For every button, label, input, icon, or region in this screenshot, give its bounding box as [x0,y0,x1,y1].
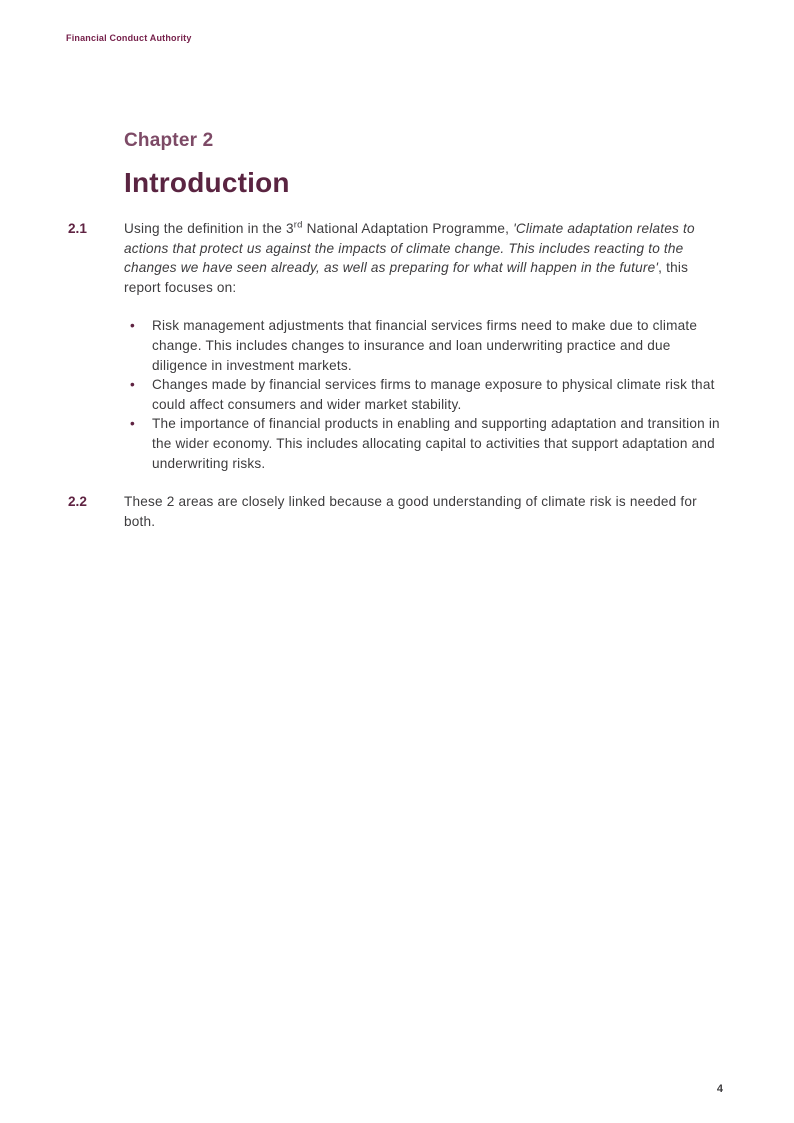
brand-header: Financial Conduct Authority [66,33,192,43]
document-content [0,0,794,531]
chapter-title: Introduction [124,167,290,198]
document-footer [717,1079,723,1097]
page-number: 4 [716,1083,723,1095]
bullet-item: • Risk management adjustments that financial services firms need to make due to climate change. This includes changes to insurance and loan underwriting practice and due diligence in investment markets. [124,316,722,375]
paragraph-number: 2.2 [68,494,87,510]
text-segment-normal: Using the definition in the 3 [124,221,294,236]
paragraph-number: 2.1 [68,221,87,236]
bullet-item: • Changes made by financial services firms to manage exposure to physical climate risk that could affect consumers and wider market stability. [124,375,722,414]
text-segment-sup: rd [293,219,303,231]
bullet-item: • The importance of financial products in enabling and supporting adaptation and transition in the wider economy. This includes allocating capital to activities that support adaptation and underwriting risks. [124,414,722,473]
paragraph-text: These 2 areas are closely linked because a good understanding of climate risk is needed for both. [124,494,697,529]
text-segment-normal: National Adaptation Programme, [302,221,514,236]
text-segment-normal: , this report focuses on: [124,260,689,295]
chapter-label: Chapter 2 [124,130,214,151]
paragraph-2-2 [68,492,722,531]
text-segment-italic: 'Climate adaptation relates to actions that protect us against the impacts of climate change. This includes reacting to the changes we have seen already, as well as preparing for what will happen in the future' [124,221,695,276]
paragraph-text [124,219,722,297]
bullet-list [124,316,722,473]
paragraph-2-1 [68,219,722,297]
